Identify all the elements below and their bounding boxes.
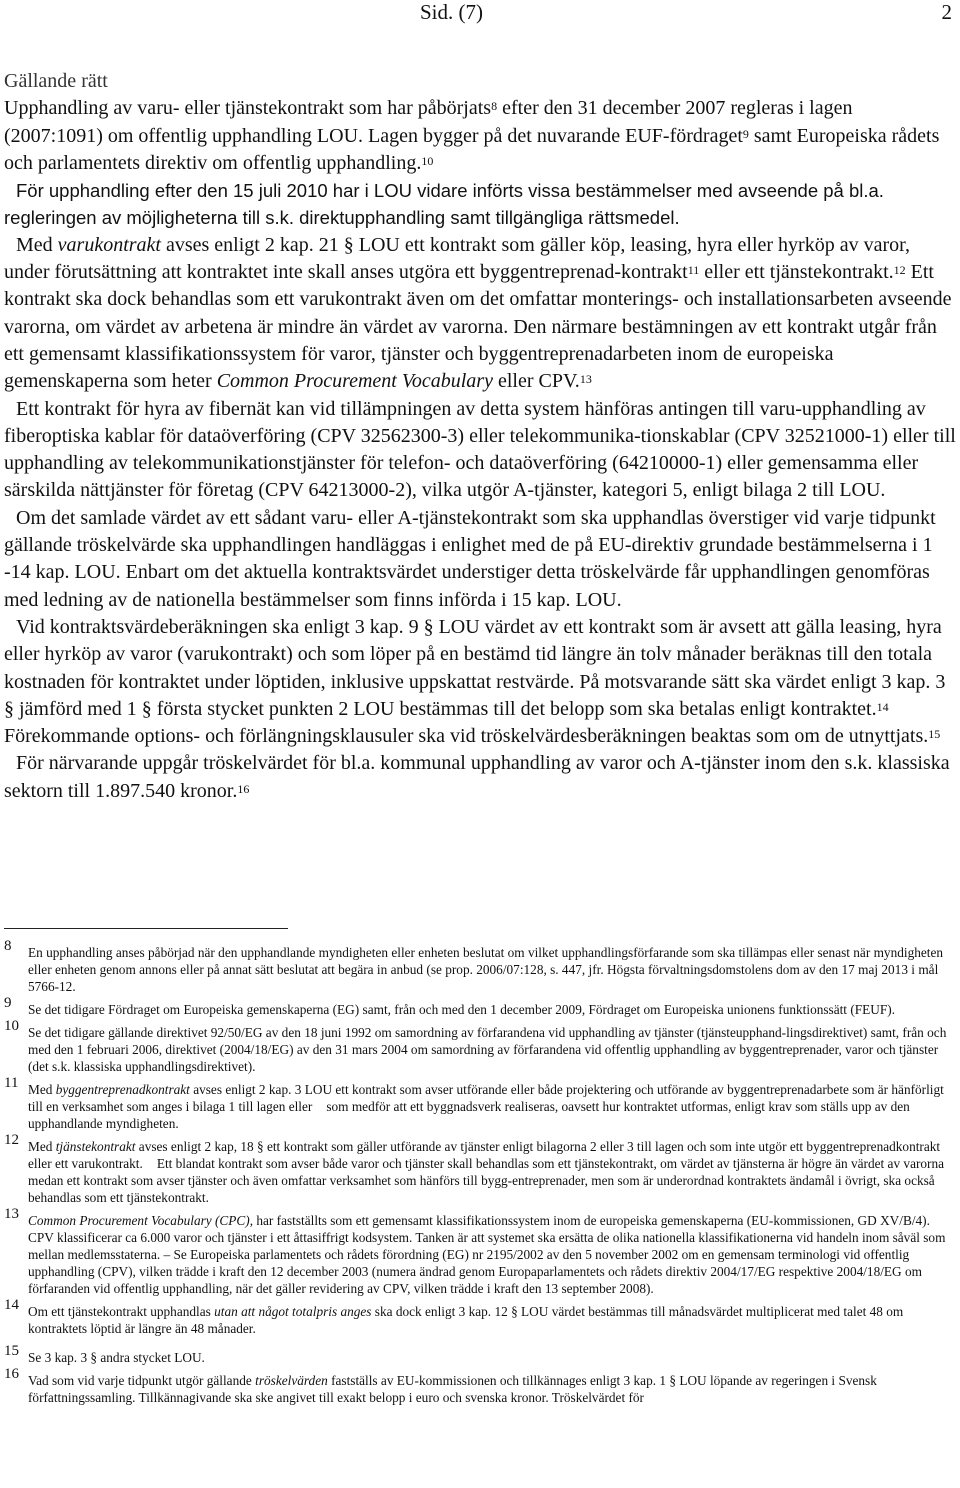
footnote-8 (4, 938, 956, 995)
footnote-text: , har fastställts som ett gemensamt klassifikationssystem inom de europeiska gemenskaperna (EU-kommissionen, GD XV/B/4). CPV klassificerar ca 6.000 varor och tjänster i ett åttasiffrigt kodsystem. Tanken är att systemet ska ersätta de olika nationella klassifikationerna vid handeln inom såväl som mellan medlemsstaterna. – Se Europeiska parlamentets och rådets förordning (EG) nr 2195/2002 av den 5 november 2002 om en gemensam terminologi vid offentlig upphandling (CPV), vilken trädde i kraft den 12 december 2003 (numera ändrad genom Europaparlamentets och rådets direktiv 2004/17/EG respektive 2004/18/EG om förfaranden vid offentlig upphandling, när det gäller revidering av CPV, vilken trädde i kraft den 13 september 2008). (28, 1213, 946, 1296)
footnote-term: utan att något totalpris anges (214, 1304, 372, 1319)
text-span: Ett kontrakt ska dock behandlas som ett varukontrakt även om det omfattar monterings- och installationsarbeten avseende varorna, om värdet av arbetena är mindre än värdet av varorna. Den närmare bestämningen av ett kontrakt utgår från ett gemensamt klassifikationssystem för varor, tjänster och byggentreprenadarbeten inom de europeiska gemenskaperna som heter (4, 261, 952, 393)
text-span: Med (16, 233, 58, 256)
footnote-16 (4, 1366, 956, 1406)
footnote-number: 11 (4, 1075, 19, 1091)
footnote-number: 15 (4, 1343, 19, 1359)
footnote-term: Common Procurement Vocabulary (CPC) (28, 1213, 250, 1228)
section-title: Gällande rätt (4, 70, 108, 92)
page-header (0, 0, 960, 30)
footnote-ref-12[interactable]: 12 (893, 263, 906, 278)
text-span: eller ett tjänstekontrakt. (699, 261, 894, 284)
paragraph-4: Ett kontrakt för hyra av fibernät kan vid tillämpningen av detta system hänföras antingen till varu-upphandling av fiberoptiska kablar för dataöverföring (CPV 32562300-3) eller telekommunika-tionskablar (CPV 32521000-1) eller till upphandling av telekommunikationstjänster för telefon- och dataöverföring (64210000-1) eller gemensamma eller särskilda nättjänster för företag (CPV 64213000-2), vilka utgör A-tjänster, kategori 5, enligt bilaga 2 till LOU. (4, 397, 956, 502)
paragraph-5: Om det samlade värdet av ett sådant varu- eller A-tjänstekontrakt som ska upphandlas överstiger vid varje tidpunkt gällande tröskelvärde ska upphandlingen handläggas i enlighet med de på EU-direktiv grundade bestämmelserna i 1 -14 kap. LOU. Enbart om det aktuella kontraktsvärdet understiger detta tröskelvärde får upphandlingen genomföras med ledning av de nationella bestämmelser som finns införda i 15 kap. LOU. (4, 506, 936, 611)
footnote-ref-13[interactable]: 13 (579, 372, 592, 387)
footnote-text: En upphandling anses påbörjad när den upphandlande myndigheten eller enheten beslutat om vilket upphandlingsförfarande som ska tillämpas eller senast när myndigheten eller enheten genom annons eller på annat sätt beslutat att begära in anbud (se prop. 2006/07:128, s. 447, jfr. Högsta förvaltningsdomstolens dom av den 17 maj 2013 i mål 5766-12. (28, 945, 944, 994)
footnote-term: tröskelvärden (255, 1373, 328, 1388)
footnote-ref-8[interactable]: 8 (491, 99, 498, 114)
footnote-number: 14 (4, 1297, 19, 1313)
footnote-ref-11[interactable]: 11 (687, 263, 700, 278)
paragraph-6 (4, 614, 956, 750)
footnote-text: som medför att ett byggnadsverk realiseras, oavsett hur kontraktet utformas, enligt krav som ställs upp av den upphandlande myndigheten. (28, 1099, 910, 1131)
footnote-ref-9[interactable]: 9 (742, 126, 749, 141)
paragraph-7 (4, 750, 956, 805)
footnote-11 (4, 1075, 956, 1132)
text-span: För närvarande uppgår tröskelvärdet för bl.a. kommunal upphandling av varor och A-tjänster inom den s.k. klassiska sektorn till 1.897.540 kronor. (4, 752, 950, 802)
cpv-term: Common Procurement Vocabulary (216, 370, 493, 393)
footnote-number: 10 (4, 1018, 19, 1034)
paragraph-2: För upphandling efter den 15 juli 2010 har i LOU vidare införts vissa bestämmelser med avseende på bl.a. regleringen av möjligheterna till s.k. direktupphandling samt tillgängliga rättsmedel. (4, 180, 884, 229)
footnote-text: avses enligt 2 kap, 18 § ett kontrakt som gäller utförande av tjänster enligt bilagorna 2 eller 3 till lagen och som inte utgör ett byggentreprenadkontrakt eller ett varukontrakt. (28, 1139, 941, 1171)
footnotes (4, 938, 956, 1412)
text-span: avses enligt 2 kap. 21 § LOU ett kontrakt som gäller köp, leasing, hyra eller hyrköp av varor, under förutsättning att kontraktet inte skall anses utgöra ett byggentreprenad-kontrakt (4, 233, 910, 284)
text-span: eller CPV. (492, 370, 580, 393)
footnote-14 (4, 1297, 956, 1337)
footnote-term: tjänstekontrakt (55, 1139, 136, 1154)
footnote-text: Vad som vid varje tidpunkt utgör gällande (28, 1373, 256, 1388)
footnote-number: 16 (4, 1366, 19, 1382)
paragraph-1 (4, 95, 956, 177)
footnote-text: Se det tidigare gällande direktivet 92/50/EG av den 18 juni 1992 om samordning av förfarandena vid upphandling av tjänster (tjänsteupphand-lingsdirektivet) samt, från och med den 1 februari 2006, direktivet (2004/18/EG) av den 31 mars 2004 om samordning av förfarandena vid offentlig upphandling av byggentreprenader, varor och tjänster (det s.k. klassiska upphandlingsdirektivet). (28, 1025, 947, 1074)
footnote-text: Med (28, 1139, 56, 1154)
main-text (4, 68, 956, 805)
footnote-ref-16[interactable]: 16 (237, 781, 250, 796)
footnote-separator (4, 928, 288, 929)
page-number: 2 (941, 0, 952, 24)
footnote-text: Med (28, 1082, 56, 1097)
text-span: Upphandling av varu- eller tjänstekontrakt som har påbörjats (4, 97, 492, 120)
text-span: efter den 31 december 2007 regleras i lagen (2007:1091) om offentlig upphandling LOU. Lagen bygger på det nuvarande EUF-fördraget (4, 97, 853, 147)
footnote-number: 8 (4, 938, 12, 954)
footnote-text: avses enligt 2 kap. 3 LOU ett kontrakt som avser utförande eller både projektering och utförande av byggentreprenadarbete som är hänförligt till en verksamhet som anges i bilaga 1 till lagen eller (28, 1082, 944, 1114)
footnote-text: Se 3 kap. 3 § andra stycket LOU. (28, 1350, 205, 1365)
footnote-text: ska dock enligt 3 kap. 12 § LOU värdet bestämmas till månadsvärdet multiplicerat med talet 48 om kontraktets löptid är längre än 48 månader. (28, 1304, 904, 1336)
footnote-15 (4, 1343, 956, 1366)
footnote-text: Om ett tjänstekontrakt upphandlas (28, 1304, 215, 1319)
page-label: Sid. (7) (420, 0, 483, 24)
footnote-ref-15[interactable]: 15 (928, 727, 941, 742)
footnote-text: Se det tidigare Fördraget om Europeiska gemenskaperna (EG) samt, från och med den 1 december 2009, Fördraget om Europeiska unionens funktionssätt (FEUF). (28, 1002, 896, 1017)
text-span: samt Europeiska rådets och parlamentets direktiv om offentlig upphandling. (4, 124, 940, 174)
footnote-number: 13 (4, 1206, 19, 1222)
footnote-10 (4, 1018, 956, 1075)
footnote-9 (4, 995, 956, 1018)
footnote-number: 9 (4, 995, 12, 1011)
footnote-term: byggentreprenadkontrakt (55, 1082, 190, 1097)
paragraph-3 (4, 232, 956, 396)
footnote-text: fastställs av EU-kommissionen och tillkännages enligt 3 kap. 1 § LOU löpande av regeringen i Svensk författningssamling. Tillkännagivande ska ske angivet till exakt belopp i euro och svenska kronor. Tröskelvärdet för (28, 1373, 877, 1405)
footnote-ref-14[interactable]: 14 (876, 699, 889, 714)
text-span: Förekommande options- och förlängningsklausuler ska vid tröskelvärdesberäkningen beaktas som om de utnyttjats. (4, 725, 929, 748)
footnote-ref-10[interactable]: 10 (421, 153, 434, 168)
varukontrakt-term: varukontrakt (57, 233, 161, 256)
text-span: Vid kontraktsvärdeberäkningen ska enligt 3 kap. 9 § LOU värdet av ett kontrakt som är avsett att gälla leasing, hyra eller hyrköp av varor (varukontrakt) och som löper på en bestämd tid längre än tolv månader beräknas till den totala kostnaden för kontraktet under löptiden, inklusive uppskattat restvärde. På motsvarande sätt ska värdet enligt 3 kap. 3 § jämförd med 1 § första stycket punkten 2 LOU bestämmas till det belopp som ska betalas enligt kontraktet. (4, 615, 946, 720)
footnote-text: Ett blandat kontrakt som avser både varor och tjänster skall behandlas som ett tjänstekontrakt, om värdet av tjänsterna är högre än värdet av varorna medan ett kontrakt som avser tjänster och även omfattar verksamhet som hänförs till bygg-entreprenader, men som är underordnad kontraktets ändamål i övrigt, ska också behandlas som ett tjänstekontrakt. (28, 1156, 945, 1205)
footnote-12 (4, 1132, 956, 1206)
footnote-13 (4, 1206, 956, 1297)
footnote-number: 12 (4, 1132, 19, 1148)
